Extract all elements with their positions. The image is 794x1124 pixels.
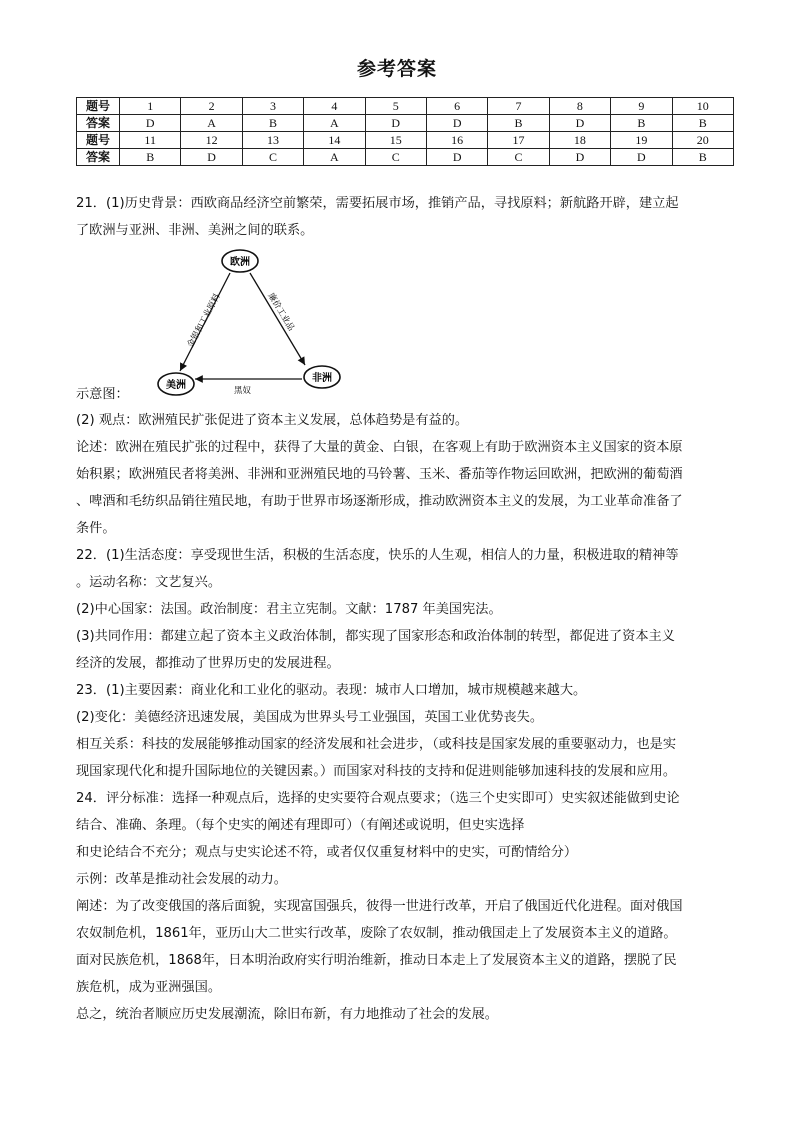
bottom-edge-label: 黑奴 [234, 386, 252, 396]
question-number: 2 [181, 98, 242, 115]
answer-cell: A [181, 115, 242, 132]
question-number: 7 [488, 98, 549, 115]
answer-cell: D [181, 149, 242, 166]
question-number: 1 [120, 98, 181, 115]
answer-cell: C [242, 149, 303, 166]
paragraph: 经济的发展，都推动了世界历史的发展进程。 [76, 656, 340, 671]
question-number: 4 [304, 98, 365, 115]
africa-label: 非洲 [312, 373, 332, 384]
paragraph: (2)变化：美德经济迅速发展，美国成为世界头号工业强国，英国工业优势丧失。 [76, 710, 544, 725]
answer-cell: D [120, 115, 181, 132]
table-row [77, 132, 734, 149]
paragraph: 族危机，成为亚洲强国。 [76, 980, 222, 995]
q21-section [76, 190, 736, 244]
paragraph: 现国家现代化和提升国际地位的关键因素。）而国家对科技的支持和促进则能够加速科技的发展和应用。 [76, 764, 677, 779]
paragraph: (2) 观点：欧洲殖民扩张促进了资本主义发展，总体趋势是有益的。 [76, 413, 469, 428]
paragraph: 条件。 [76, 521, 116, 536]
answer-cell: B [672, 149, 733, 166]
question-number: 15 [365, 132, 426, 149]
row-label: 题号 [77, 98, 120, 115]
question-number: 9 [611, 98, 672, 115]
answer-cell: B [242, 115, 303, 132]
answer-cell: B [672, 115, 733, 132]
page-title: 参考答案 [356, 58, 437, 80]
paragraph: 23．(1)主要因素：商业化和工业化的驱动。表现：城市人口增加，城市规模越来越大。 [76, 683, 587, 698]
answer-cell: B [488, 115, 549, 132]
answer-cell: D [611, 149, 672, 166]
question-number: 8 [549, 98, 610, 115]
paragraph: 相互关系：科技的发展能够推动国家的经济发展和社会进步，（或科技是国家发展的重要驱动力，也是实 [76, 737, 677, 752]
left-edge-label: 金银和工业原料 [185, 292, 223, 350]
question-number: 16 [426, 132, 487, 149]
right-arrow [250, 273, 305, 365]
paragraph: 、啤酒和毛纺织品销往殖民地，有助于世界市场逐渐形成，推动欧洲资本主义的发展，为工业革命准备了 [76, 494, 683, 509]
question-number: 10 [672, 98, 733, 115]
america-label: 美洲 [166, 380, 186, 391]
answer-cell: B [120, 149, 181, 166]
answer-cell: D [426, 149, 487, 166]
row-label: 题号 [77, 132, 120, 149]
question-number: 5 [365, 98, 426, 115]
paragraph: 阐述：为了改变俄国的落后面貌，实现富国强兵，彼得一世进行改革，开启了俄国近代化进程。面对俄国 [76, 899, 683, 914]
answer-cell: A [304, 115, 365, 132]
paragraph: 结合、准确、条理。（每个史实的阐述有理即可）（有阐述或说明，但史实选择 [76, 818, 525, 833]
paragraph: (3)共同作用：都建立起了资本主义政治体制，都实现了国家形态和政治体制的转型，都促进了资本主义 [76, 629, 675, 644]
paragraph: 始积累；欧洲殖民者将美洲、非洲和亚洲殖民地的马铃薯、玉米、番茄等作物运回欧洲，把欧洲的葡萄酒 [76, 467, 683, 482]
paragraph: 21．(1)历史背景：西欧商品经济空前繁荣，需要拓展市场，推销产品，寻找原料；新航路开辟，建立起 [76, 196, 679, 211]
schematic-label: 示意图： [76, 387, 129, 402]
question-number: 11 [120, 132, 181, 149]
paragraph: 示例：改革是推动社会发展的动力。 [76, 872, 287, 887]
answer-cell: D [549, 149, 610, 166]
table-row [77, 98, 734, 115]
answer-cell: C [488, 149, 549, 166]
question-number: 3 [242, 98, 303, 115]
question-number: 19 [611, 132, 672, 149]
question-number: 20 [672, 132, 733, 149]
answer-table [76, 97, 734, 166]
europe-label: 欧洲 [230, 257, 250, 268]
paragraph: 面对民族危机，1868年，日本明治政府实行明治维新，推动日本走上了发展资本主义的道路，摆脱了民 [76, 953, 677, 968]
question-number: 13 [242, 132, 303, 149]
answer-cell: D [365, 115, 426, 132]
answer-cell: B [611, 115, 672, 132]
row-label: 答案 [77, 149, 120, 166]
answer-cell: C [365, 149, 426, 166]
question-number: 17 [488, 132, 549, 149]
table-row [77, 115, 734, 132]
paragraph: 了欧洲与亚洲、非洲、美洲之间的联系。 [76, 223, 314, 238]
question-number: 14 [304, 132, 365, 149]
row-label: 答案 [77, 115, 120, 132]
main-answers [76, 407, 736, 1028]
question-number: 18 [549, 132, 610, 149]
right-edge-label: 廉价工业品 [265, 291, 296, 333]
table-row [77, 149, 734, 166]
triangle-trade-diagram [150, 243, 360, 403]
question-number: 12 [181, 132, 242, 149]
question-number: 6 [426, 98, 487, 115]
paragraph: 24．评分标准：选择一种观点后，选择的史实要符合观点要求；（选三个史实即可）史实叙述能做到史论 [76, 791, 680, 806]
paragraph: (2)中心国家：法国。政治制度：君主立宪制。文献：1787 年美国宪法。 [76, 602, 502, 617]
paragraph: 农奴制危机，1861年，亚历山大二世实行改革，废除了农奴制，推动俄国走上了发展资本主义的道路。 [76, 926, 677, 941]
paragraph: 22．(1)生活态度：享受现世生活，积极的生活态度，快乐的人生观，相信人的力量，积极进取的精神等 [76, 548, 679, 563]
paragraph: 。运动名称：文艺复兴。 [76, 575, 222, 590]
answer-cell: A [304, 149, 365, 166]
paragraph: 和史论结合不充分；观点与史实论述不符，或者仅仅重复材料中的史实，可酌情给分） [76, 845, 578, 860]
paragraph: 总之，统治者顺应历史发展潮流，除旧布新，有力地推动了社会的发展。 [76, 1007, 498, 1022]
paragraph: 论述：欧洲在殖民扩张的过程中，获得了大量的黄金、白银，在客观上有助于欧洲资本主义国家的资本原 [76, 440, 683, 455]
answer-cell: D [549, 115, 610, 132]
answer-cell: D [426, 115, 487, 132]
